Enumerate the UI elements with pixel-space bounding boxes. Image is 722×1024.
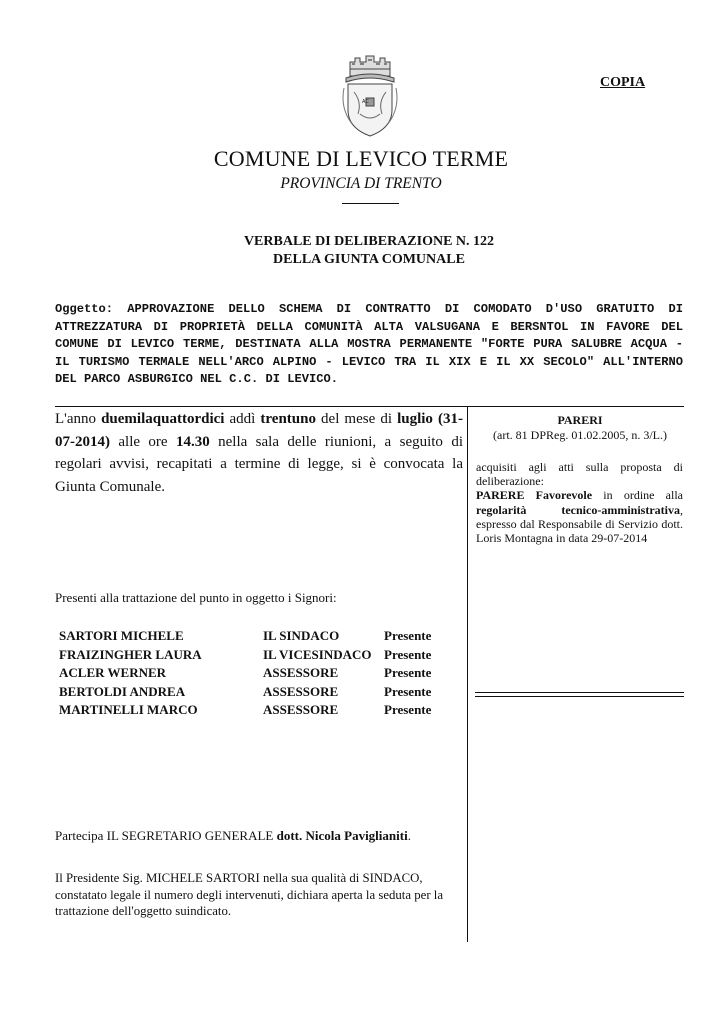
member-row: MARTINELLI MARCO ASSESSORE Presente xyxy=(59,702,432,718)
deliberation-title: VERBALE DI DELIBERAZIONE N. 122 xyxy=(243,234,495,249)
meeting-date: (31-07-2014) xyxy=(55,411,463,450)
deliberation-subtitle: DELLA GIUNTA COMUNALE xyxy=(273,252,465,267)
pareri-divider xyxy=(475,696,684,697)
pareri-text: acquisiti agli atti sulla proposta di deliberazione: PARERE Favorevole in ordine alla regolarità tecnico-amministrativa, espresso dal Responsabile di Servizio dott. Loris Montagna in data 29-07-2014 xyxy=(476,460,683,546)
secretary-name: dott. Nicola Paviglianiti xyxy=(276,828,408,843)
member-row: FRAIZINGHER LAURA IL VICESINDACO Presente xyxy=(59,646,432,662)
column-divider xyxy=(467,406,468,942)
province-name: PROVINCIA DI TRENTO xyxy=(280,175,442,192)
year: duemilaquattordici xyxy=(101,411,225,427)
secretary-line: Partecipa IL SEGRETARIO GENERALE dott. Nicola Paviglianiti. xyxy=(55,828,411,843)
copy-label: COPIA xyxy=(600,75,646,90)
svg-text:AC: AC xyxy=(362,99,369,105)
member-row: BERTOLDI ANDREA ASSESSORE Presente xyxy=(59,683,432,699)
president-statement: Il Presidente Sig. MICHELE SARTORI nella sua qualità di SINDACO, constatato legale il numero degli intervenuti, dichiara aperta la seduta per la trattazione dell'oggetto suindicato. xyxy=(55,871,444,918)
subject-text: Oggetto: APPROVAZIONE DELLO SCHEMA DI CONTRATTO DI COMODATO D'USO GRATUITO DI ATTREZZATURA DI PROPRIETÀ DELLA COMUNITÀ ALTA VALSUGANA E BERSNTOL IN FAVORE DEL COMUNE DI LEVICO TERME, DESTINATA ALLA MOSTRA PERMANENTE "FORTE PURA SALUBRE ACQUA - IL TURISMO TERMALE NELL'ARCO ALPINO - LEVICO TRA IL XIX E IL XX SECOLO" ALL'INTERNO DEL PARCO ASBURGICO NEL C.C. DI LEVICO. xyxy=(55,302,683,386)
members-list xyxy=(59,628,431,721)
title-divider xyxy=(342,203,399,204)
member-row: ACLER WERNER ASSESSORE Presente xyxy=(59,665,432,681)
meeting-intro: L'anno duemilaquattordici addì trentuno del mese di luglio (31-07-2014) alle ore 14.30 nella sala delle riunioni, a seguito di regolari avvisi, recapitati a termine di legge, si è convocata la Giunta Comunale. xyxy=(55,411,463,495)
member-row: SARTORI MICHELE IL SINDACO Presente xyxy=(59,628,432,643)
pareri-title: PARERI xyxy=(557,413,603,427)
pareri-reference: (art. 81 DPReg. 01.02.2005, n. 3/L.) xyxy=(493,428,667,442)
section-divider xyxy=(55,406,684,407)
day: trentuno xyxy=(260,411,316,427)
coat-of-arms-icon xyxy=(338,52,402,138)
municipality-name: COMUNE DI LEVICO TERME xyxy=(213,146,509,171)
meeting-time: 14.30 xyxy=(175,433,210,450)
month: luglio xyxy=(397,411,433,427)
attendance-intro: Presenti alla trattazione del punto in oggetto i Signori: xyxy=(55,590,337,605)
pareri-divider xyxy=(475,692,684,693)
